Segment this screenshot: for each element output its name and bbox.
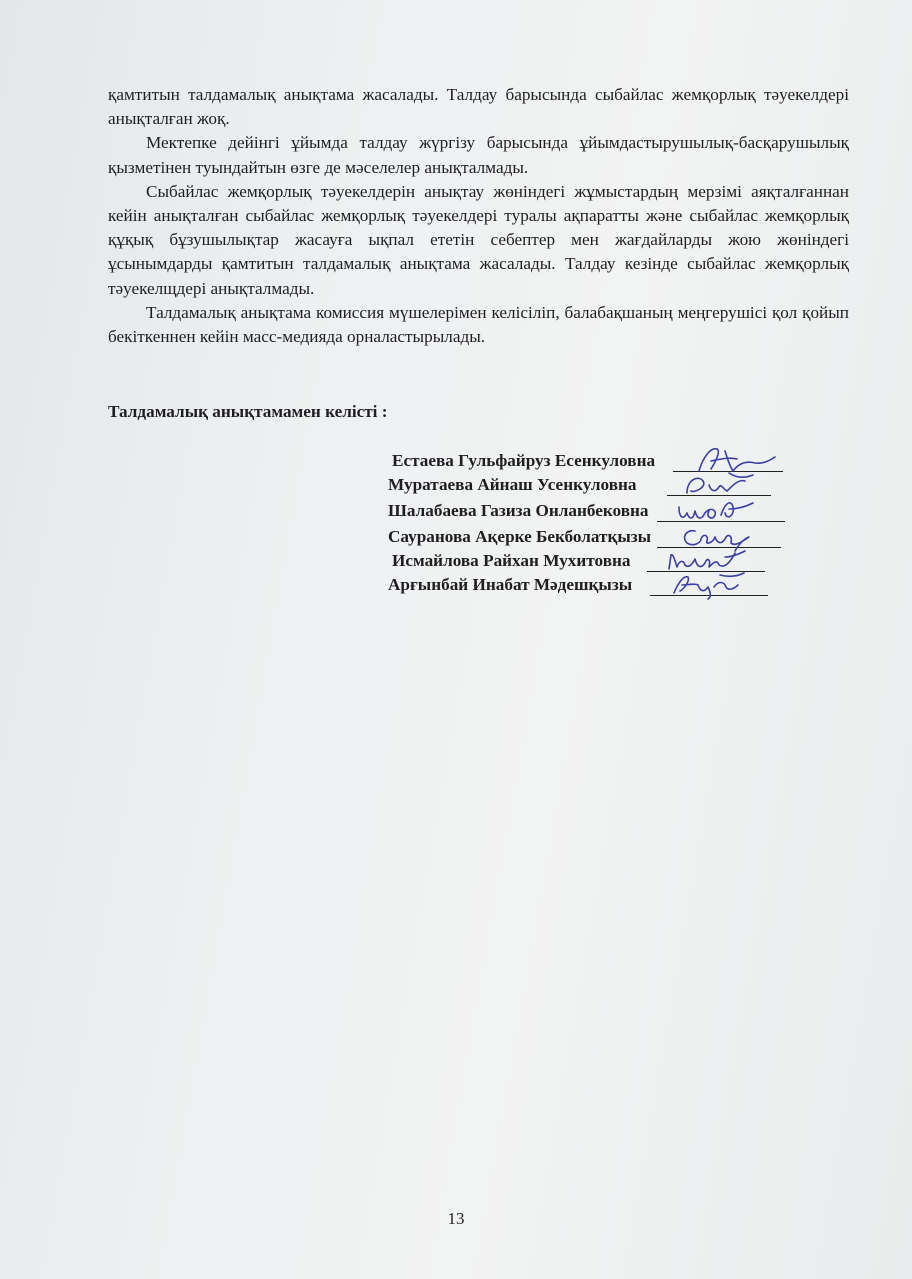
signature-image [658, 567, 758, 601]
signatory-name: Естаева Гульфайруз Есенкуловна [392, 451, 656, 470]
signatory-name: Сауранова Ақерке Бекболатқызы [388, 527, 652, 546]
signatory-name: Шалабаева Газиза Онланбековна [388, 501, 649, 520]
signatory-row [388, 574, 768, 596]
page-number: 13 [447, 1209, 465, 1228]
paragraph-3: Сыбайлас жемқорлық тәуекелдерін анықтау жөніндегі жұмыстардың мерзімі аяқталғаннан кейін анықталған сыбайлас жемқорлық тәуекелдері туралы ақпаратты және сыбайлас жемқорлық құқық бұзушылықтар жасауға ықпал ететін себептер мен жағдайларды жою жөніндегі ұсынымдарды қамтитын талдамалық анықтама жасалады. Талдау кезінде сыбайлас жемқорлық тәуекелщдері анықталмады. [108, 181, 849, 298]
paragraph-2: Мектепке дейінгі ұйымда талдау жүргізу барысында ұйымдастырушылық-басқарушылық қызметінен туындайтын өзге де мәселелер анықталмады. [108, 133, 849, 177]
paragraph-4: Талдамалық анықтама комиссия мүшелерімен келісіліп, балабақшаның меңгерушісі қол қойып бекіткеннен кейін масс-медияда орналастырылады. [108, 302, 849, 347]
signatory-name: Муратаева Айнаш Усенкуловна [388, 475, 637, 494]
paragraph-1: қамтитын талдамалық анықтама жасалады. Талдау барысында сыбайлас жемқорлық тәуекелдері анықталған жоқ. [108, 85, 849, 129]
signature-line [650, 577, 768, 596]
signatory-name: Арғынбай Инабат Мәдешқызы [388, 575, 633, 594]
body-text [108, 83, 849, 349]
approved-heading: Талдамалық анықтамамен келісті : [108, 402, 388, 421]
signatory-name: Исмайлова Райхан Мухитовна [392, 551, 631, 570]
